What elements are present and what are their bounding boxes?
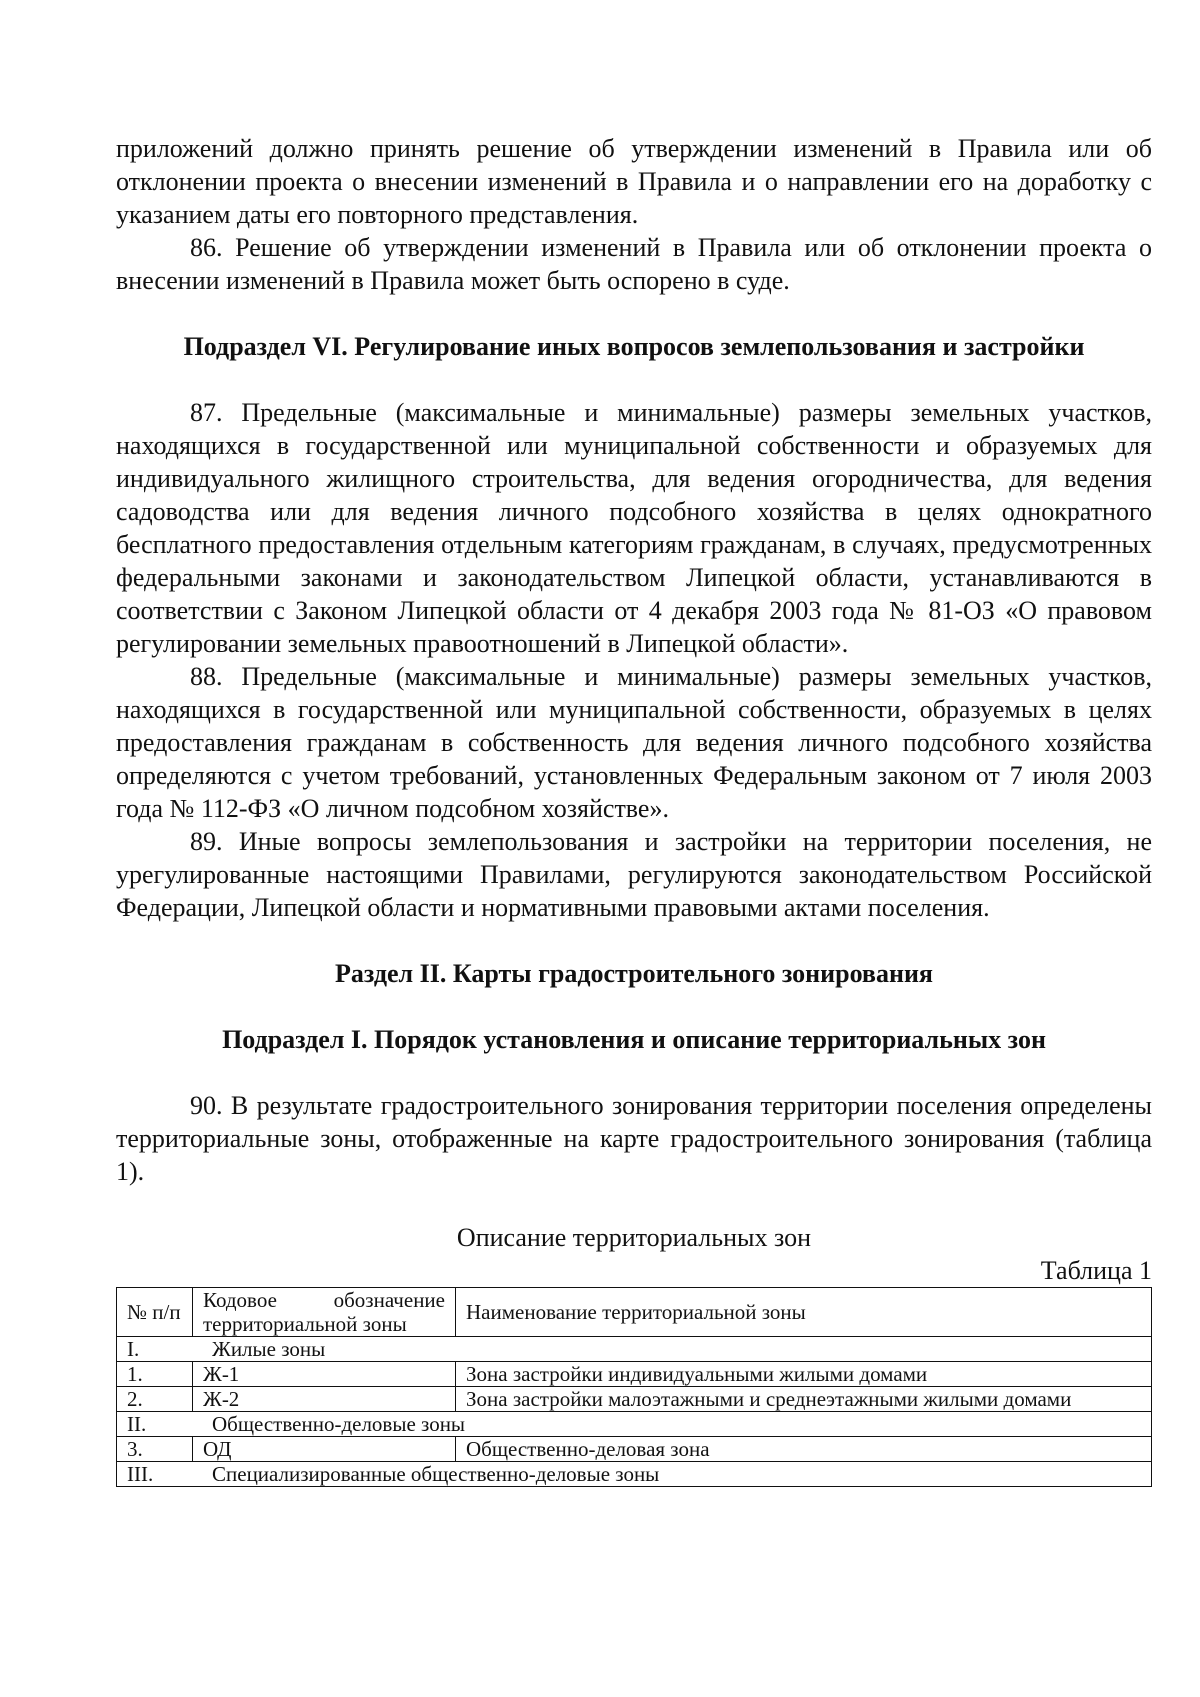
subsection-vi-heading: Подраздел VI. Регулирование иных вопросов землепользования и застройки <box>183 332 1085 361</box>
header-name: Наименование территориальной зоны <box>456 1288 1152 1337</box>
row-name: Зона застройки индивидуальными жилыми домами <box>456 1362 1152 1387</box>
row-code: Ж-2 <box>193 1387 456 1412</box>
table-row <box>117 1437 1152 1462</box>
row-code: ОД <box>193 1437 456 1462</box>
group-title: Общественно-деловые зоны <box>212 1412 466 1436</box>
table-number: Таблица 1 <box>1040 1256 1152 1285</box>
group-number: I. <box>127 1337 140 1361</box>
table-group-row <box>117 1412 1152 1437</box>
table-row <box>117 1362 1152 1387</box>
zones-table <box>116 1287 1152 1487</box>
paragraph-continuation: приложений должно принять решение об утверждении изменений в Правила или об отклонении проекта о внесении изменений в Правила и о направлении его на доработку с указанием даты его повторного представления. <box>116 134 1152 229</box>
table-row <box>117 1387 1152 1412</box>
subsection-i-heading: Подраздел I. Порядок установления и описание территориальных зон <box>222 1025 1046 1054</box>
row-num: 1. <box>117 1362 193 1387</box>
row-name: Зона застройки малоэтажными и среднеэтажными жилыми домами <box>456 1387 1152 1412</box>
paragraph-86: 86. Решение об утверждении изменений в Правила или об отклонении проекта о внесении изменений в Правила может быть оспорено в суде. <box>116 233 1152 295</box>
header-num: № п/п <box>117 1288 193 1337</box>
table-caption: Описание территориальных зон <box>456 1223 812 1252</box>
section-ii-heading: Раздел II. Карты градостроительного зонирования <box>335 959 933 988</box>
group-number: II. <box>127 1412 147 1436</box>
header-code: Кодовое обозначение территориальной зоны <box>193 1288 456 1337</box>
paragraph-88: 88. Предельные (максимальные и минимальные) размеры земельных участков, находящихся в государственной или муниципальной собственности, образуемых в целях предоставления гражданам в собственность для ведения личного подсобного хозяйства определяются с учетом требований, установленных Федеральным законом от 7 июля 2003 года № 112-ФЗ «О личном подсобном хозяйстве». <box>116 662 1152 823</box>
row-code: Ж-1 <box>193 1362 456 1387</box>
table-header-row <box>117 1288 1152 1337</box>
table-group-row <box>117 1462 1152 1487</box>
paragraph-87: 87. Предельные (максимальные и минимальные) размеры земельных участков, находящихся в государственной или муниципальной собственности и образуемых для индивидуального жилищного строительства, для ведения огородничества, для ведения садоводства или для ведения личного подсобного хозяйства в целях однократного бесплатного предоставления отдельным категориям гражданам, в случаях, предусмотренных федеральными законами и законодательством Липецкой области, устанавливаются в соответствии с Законом Липецкой области от 4 декабря 2003 года № 81-ОЗ «О правовом регулировании земельных правоотношений в Липецкой области». <box>116 398 1152 658</box>
document-page <box>116 132 1152 1487</box>
table-group-row <box>117 1337 1152 1362</box>
group-title: Специализированные общественно-деловые зоны <box>212 1462 660 1486</box>
group-title: Жилые зоны <box>212 1337 326 1361</box>
row-num: 2. <box>117 1387 193 1412</box>
row-num: 3. <box>117 1437 193 1462</box>
paragraph-90: 90. В результате градостроительного зонирования территории поселения определены территориальные зоны, отображенные на карте градостроительного зонирования (таблица 1). <box>116 1091 1152 1186</box>
row-name: Общественно-деловая зона <box>456 1437 1152 1462</box>
group-number: III. <box>127 1462 154 1486</box>
paragraph-89: 89. Иные вопросы землепользования и застройки на территории поселения, не урегулированные настоящими Правилами, регулируются законодательством Российской Федерации, Липецкой области и нормативными правовыми актами поселения. <box>116 827 1152 922</box>
